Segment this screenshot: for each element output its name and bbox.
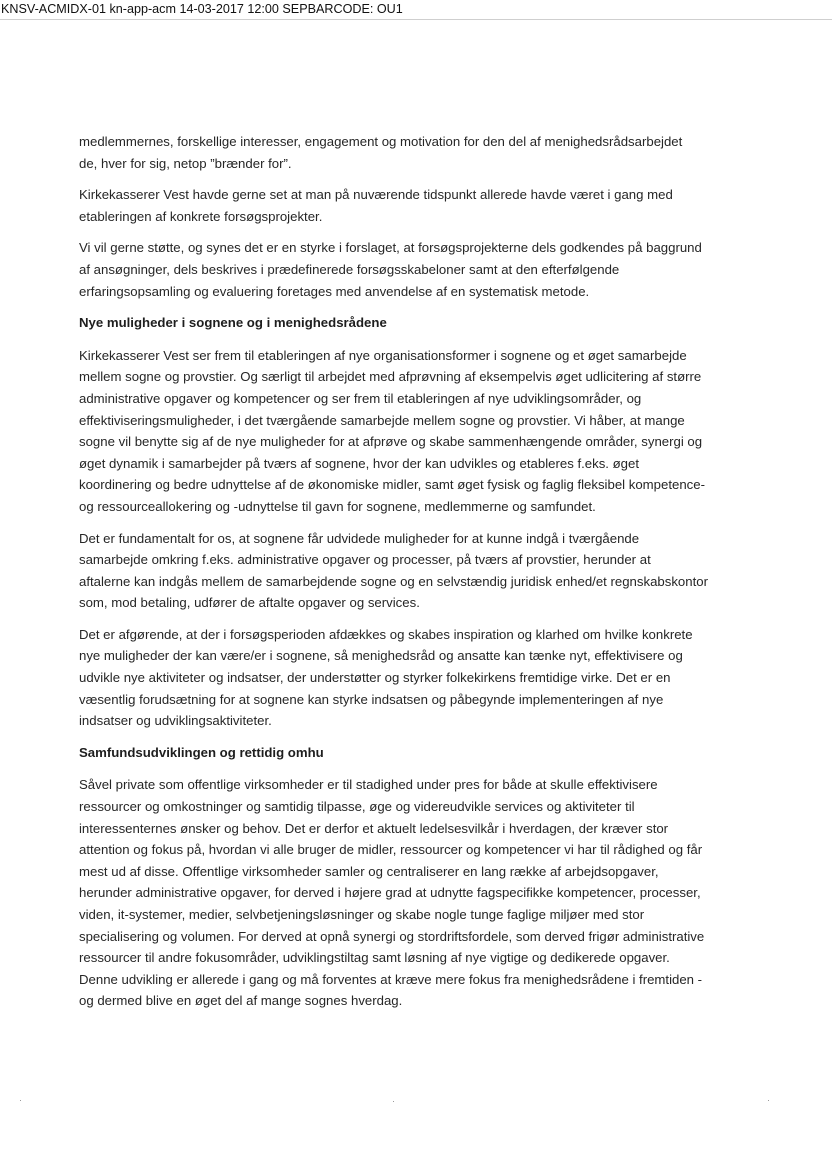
text-line: ressourcer til andre fokusområder, udviklingstiltag samt løsning af nye vigtige og dedikerede opgaver. <box>79 950 670 966</box>
text-line: som, mod betaling, udfører de aftalte opgaver og services. <box>79 595 420 611</box>
text-line: af ansøgninger, dels beskrives i prædefinerede forsøgsskabeloner samt at den efterfølgende <box>79 261 620 277</box>
scan-speck <box>393 1101 394 1102</box>
paragraph <box>79 774 751 1012</box>
text-line: nye muligheder der kan være/er i sognene, så menighedsråd og ansatte kan tænke nyt, effektivisere og <box>79 648 683 664</box>
text-line: erfaringsopsamling og evaluering foretages med anvendelse af en systematisk metode. <box>79 283 590 299</box>
paragraph <box>79 528 751 614</box>
text-line: samarbejde omkring f.eks. administrative opgaver og processer, på tværs af provstier, herunder at <box>79 552 651 568</box>
text-line: mellem sogne og provstier. Og særligt til arbejdet med afprøvning af eksempelvis øget udlicitering af større <box>79 369 702 385</box>
paragraph <box>79 237 751 302</box>
paragraph <box>79 184 751 227</box>
text-line: de, hver for sig, netop ”brænder for”. <box>79 155 292 171</box>
text-line: udvikle nye aktiviteter og indsatser, der understøtter og styrker folkekirkens fremtidige virke. Det er en <box>79 670 671 686</box>
text-line: Såvel private som offentlige virksomheder er til stadighed under pres for både at skulle effektivisere <box>79 777 658 793</box>
text-line: Det er afgørende, at der i forsøgsperioden afdækkes og skabes inspiration og klarhed om hvilke konkrete <box>79 626 693 642</box>
text-line: herunder administrative opgaver, for derved i højere grad at udnytte fagspecifikke kompetencer, processer, <box>79 885 701 901</box>
text-line: Denne udvikling er allerede i gang og må forventes at kræve mere fokus fra menighedsrådene i fremtiden - <box>79 971 703 987</box>
text-line: viden, it-systemer, medier, selvbetjeningsløsninger og skabe nogle tunge faglige miljøer med stor <box>79 907 645 922</box>
paragraph <box>79 345 751 518</box>
paragraph <box>79 131 751 174</box>
text-line: Det er fundamentalt for os, at sognene får udvidede muligheder for at kunne indgå i tværgående <box>79 530 640 546</box>
text-line: medlemmernes, forskellige interesser, engagement og motivation for den del af menighedsrådsarbejdet <box>79 134 683 149</box>
text-line: aftalerne kan indgås mellem de samarbejdende sogne og en selvstændig juridisk enhed/et regnskabskontor <box>79 573 708 589</box>
fax-header: KNSV-ACMIDX-01 kn-app-acm 14-03-2017 12:00 SEPBARCODE: OU1 <box>0 0 832 20</box>
text-line: Kirkekasserer Vest ser frem til etableringen af nye organisationsformer i sognene og et øget samarbejde <box>79 347 687 363</box>
text-line: administrative opgaver og kompetencer og ser frem til etableringen af nye udviklingsområder, og <box>79 390 642 406</box>
scan-speck <box>768 1100 769 1101</box>
text-line: øget dynamik i samarbejder på tværs af sognene, hvor der kan udvikles og etableres f.eks. øget <box>79 455 640 471</box>
section-heading <box>79 742 751 764</box>
text-line: koordinering og bedre udnyttelse af de økonomiske midler, samt øget fysisk og faglig fleksibel kompetence- <box>79 477 705 493</box>
text-line: specialisering og volumen. For derved at opnå synergi og stordriftsfordele, som derved frigør administrative <box>79 928 705 944</box>
paragraph <box>79 624 751 732</box>
text-line: indsatser og udviklingsaktiviteter. <box>79 713 272 729</box>
text-line: etableringen af konkrete forsøgsprojekter. <box>79 208 323 224</box>
text-line: ressourcer og omkostninger og samtidig tilpasse, øge og videreudvikle services og aktiviteter til <box>79 799 635 815</box>
text-line: Kirkekasserer Vest havde gerne set at man på nuværende tidspunkt allerede havde været i gang med <box>79 187 673 203</box>
text-line: Samfundsudviklingen og rettidig omhu <box>79 744 324 760</box>
document-body <box>79 131 751 1022</box>
text-line: effektiviseringsmuligheder, i det tværgående samarbejde mellem sogne og provstier. Vi håber, at mange <box>79 412 685 428</box>
scan-speck <box>20 1100 21 1101</box>
text-line: sogne vil benytte sig af de nye muligheder for at afprøve og skabe sammenhængende områder, synergi og <box>79 434 703 450</box>
text-line: Nye muligheder i sognene og i menighedsrådene <box>79 315 387 331</box>
text-line: og dermed blive en øget del af mange sognes hverdag. <box>79 993 403 1009</box>
text-line: væsentlig forudsætning for at sognene kan styrke indsatsen og påbegynde implementeringen af nye <box>79 691 664 707</box>
text-line: interessenternes ønsker og behov. Det er derfor et aktuelt ledelsesvilkår i hverdagen, der kræver stor <box>79 820 669 836</box>
section-heading <box>79 312 751 334</box>
text-line: attention og fokus på, hvordan vi alle bruger de midler, ressourcer og kompetencer vi har til rådighed og får <box>79 842 703 858</box>
text-line: mest ud af disse. Offentlige virksomheder samler og centraliserer en lang række af arbejdsopgaver, <box>79 863 659 879</box>
text-line: og ressourceallokering og -udnyttelse til gavn for sognene, medlemmerne og samfundet. <box>79 498 596 514</box>
text-line: Vi vil gerne støtte, og synes det er en styrke i forslaget, at forsøgsprojekterne dels godkendes på baggrund <box>79 240 702 256</box>
